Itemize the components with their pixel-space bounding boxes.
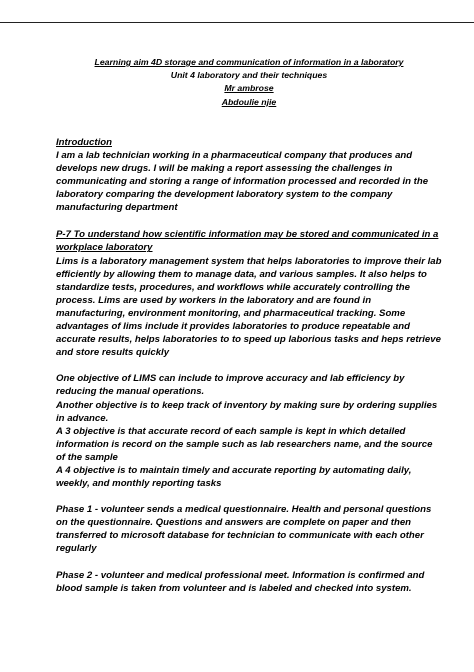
teacher-name: Mr ambrose — [224, 83, 274, 94]
p7-section — [56, 228, 442, 359]
objectives-section — [56, 372, 442, 490]
objective-item: One objective of LIMS can include to improve accuracy and lab efficiency by reducing the manual operations. — [56, 373, 405, 398]
objective-item: A 4 objective is to maintain timely and accurate reporting by automating daily, weekly, and monthly reporting tasks — [56, 464, 412, 490]
unit-title: Unit 4 laboratory and their techniques — [170, 70, 328, 81]
top-rule — [0, 22, 474, 23]
p7-heading: P-7 To understand how scientific information may be stored and communicated in a workplace laboratory — [56, 229, 439, 254]
introduction-text: I am a lab technician working in a pharmaceutical company that produces and develops new drugs. I will be making a report assessing the challenges in communicating and storing a range of information processed and recorded in the laboratory comparing the development laboratory system to the company manufacturing department — [56, 149, 429, 214]
document-header — [56, 56, 442, 109]
objective-item: A 3 objective is that accurate record of each sample is kept in which detailed information is record on the sample such as lab researchers name, and the source of the sample — [56, 425, 433, 463]
introduction-heading: Introduction — [56, 136, 112, 148]
document-page — [56, 56, 442, 595]
phase-item: Phase 2 - volunteer and medical professional meet. Information is confirmed and blood sample is taken from volunteer and is labeled and checked into system. — [56, 569, 425, 594]
p7-text: Lims is a laboratory management system that helps laboratories to improve their lab efficiently by allowing them to manage data, and various samples. It also helps to standardize tests, procedures, and workflows while accurately controlling the process. Lims are used by workers in the laboratory and are found in manufacturing, environment monitoring, and pharmaceutical tracking. Some advantages of lims include it provides laboratories to produce repeatable and accurate results, helps laboratories to to speed up laborious tasks and heps retrieve and store results quickly — [56, 255, 442, 359]
introduction-section — [56, 136, 442, 215]
objective-item: Another objective is to keep track of inventory by making sure by ordering supplies in advance. — [56, 399, 438, 424]
document-title: Learning aim 4D storage and communication of information in a laboratory — [94, 57, 404, 67]
student-name: Abdoulie njie — [221, 96, 277, 107]
phase-item: Phase 1 - volunteer sends a medical questionnaire. Health and personal questions on the questionnaire. Questions and answers are complete on paper and then transferred to microsoft database for technician to communicate with each other regularly — [56, 504, 432, 555]
